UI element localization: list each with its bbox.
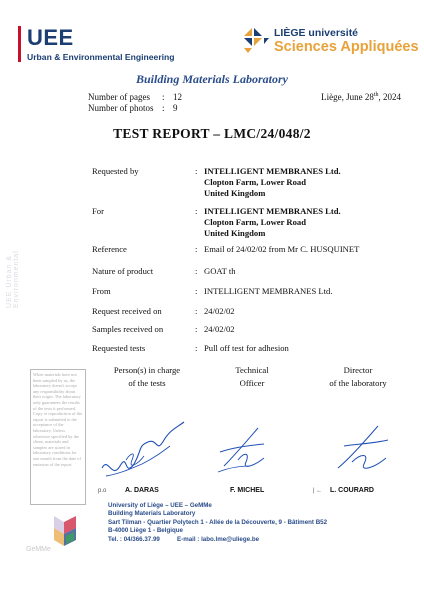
uee-logo-title: UEE — [27, 25, 74, 50]
uee-logo-subtitle: Urban & Environmental Engineering — [27, 52, 175, 62]
reference-value: Email of 24/02/02 from Mr C. HUSQUINET — [204, 244, 360, 254]
nature-value: GOAT th — [204, 266, 236, 276]
requested-by-line2: Clopton Farm, Lower Road — [204, 177, 307, 187]
signature-heading-officer — [206, 364, 298, 390]
signature-heading-director-line1: Director — [343, 365, 373, 375]
samples-received-colon: : — [195, 324, 198, 334]
request-received-label: Request received on — [92, 306, 162, 316]
date-suffix: th — [373, 92, 379, 98]
lab-title: Building Materials Laboratory — [135, 72, 289, 86]
footer-line1: University of Liège – UEE – GeMMe — [108, 502, 212, 509]
footer-line5: Tel. : 04/366.37.99 E-mail : labo.lme@uliege.be — [108, 535, 260, 543]
reference-colon: : — [195, 244, 198, 254]
signature-daras-prefix: p.o — [98, 488, 107, 494]
requested-tests-value: Pull off test for adhesion — [204, 343, 289, 353]
report-date — [321, 92, 401, 102]
requested-by-line3: United Kingdom — [204, 188, 266, 198]
signature-courard — [330, 422, 396, 478]
vertical-watermark-text: UEE Urban & Environmental — [6, 250, 20, 308]
footer-line3: Sart Tilman - Quartier Polytech 1 - Allée de la Découverte, 9 - Bâtiment B52 — [108, 518, 328, 526]
requested-by-line1: INTELLIGENT MEMBRANES Ltd. — [204, 166, 341, 176]
footer-address — [108, 502, 327, 544]
date-year: , 2024 — [378, 92, 401, 102]
nature-label: Nature of product — [92, 266, 154, 276]
gemme-brand-text: GeMMe — [26, 546, 51, 553]
samples-received-value: 24/02/02 — [204, 324, 235, 334]
request-received-colon: : — [195, 306, 198, 316]
from-label: From — [92, 286, 111, 296]
requested-tests-colon: : — [195, 343, 198, 353]
signature-heading-director — [306, 364, 410, 390]
signature-heading-tests-line1: Person(s) in charge — [113, 365, 181, 375]
samples-received-label: Samples received on — [92, 324, 164, 334]
signature-name-michel: F. MICHEL — [230, 487, 265, 494]
requested-by-label: Requested by — [92, 166, 139, 176]
pages-value: 12 — [173, 92, 182, 102]
request-received-value: 24/02/02 — [204, 306, 235, 316]
date-prefix: Liège, June 28 — [321, 92, 374, 102]
requested-by-value — [204, 166, 341, 199]
photos-colon: : — [162, 103, 165, 113]
for-line1: INTELLIGENT MEMBRANES Ltd. — [204, 206, 341, 216]
signature-heading-director-line2: of the laboratory — [329, 378, 387, 388]
pages-label: Number of pages — [88, 92, 150, 102]
uliege-logo-icon — [242, 26, 270, 54]
signature-heading-officer-line2: Officer — [239, 378, 265, 388]
nature-colon: : — [195, 266, 198, 276]
for-colon: : — [195, 206, 198, 216]
signature-heading-tests-line2: of the tests — [128, 378, 166, 388]
signature-michel — [214, 422, 278, 478]
for-line3: United Kingdom — [204, 228, 266, 238]
photos-value: 9 — [173, 103, 178, 113]
disclaimer-box: When materials have not been sampled by us, the laboratory doesn't accept any responsibility about their origin. The laboratory only guarantees the results of the tests it performed. Copy or reproduction of the report is submitted to the acceptance of the laboratory. Unless otherwise specified by the client, materials and samples are stored in laboratory conditions for one month from the date of emission of the report. — [30, 369, 86, 505]
uliege-logo-bottom: Sciences Appliquées — [274, 39, 419, 55]
for-label: For — [92, 206, 104, 216]
pages-colon: : — [162, 92, 165, 102]
footer-line2: Building Materials Laboratory — [108, 510, 196, 518]
report-title: TEST REPORT – LMC/24/048/2 — [113, 126, 311, 141]
signature-courard-prefix: | ← — [313, 488, 323, 494]
signature-name-daras: A. DARAS — [125, 487, 159, 494]
signature-heading-tests — [95, 364, 199, 390]
signature-name-courard: L. COURARD — [330, 487, 374, 494]
reference-label: Reference — [92, 244, 127, 254]
requested-tests-label: Requested tests — [92, 343, 146, 353]
requested-by-colon: : — [195, 166, 198, 176]
signature-daras — [98, 420, 190, 486]
for-value — [204, 206, 341, 239]
signature-heading-officer-line1: Technical — [235, 365, 269, 375]
photos-label: Number of photos — [88, 103, 154, 113]
footer-line4: B-4000 Liège 1 - Belgique — [108, 527, 183, 535]
uliege-logo-top: LIÈGE université — [274, 27, 359, 39]
uee-logo-bar — [18, 26, 21, 62]
for-line2: Clopton Farm, Lower Road — [204, 217, 307, 227]
from-colon: : — [195, 286, 198, 296]
from-value: INTELLIGENT MEMBRANES Ltd. — [204, 286, 333, 296]
